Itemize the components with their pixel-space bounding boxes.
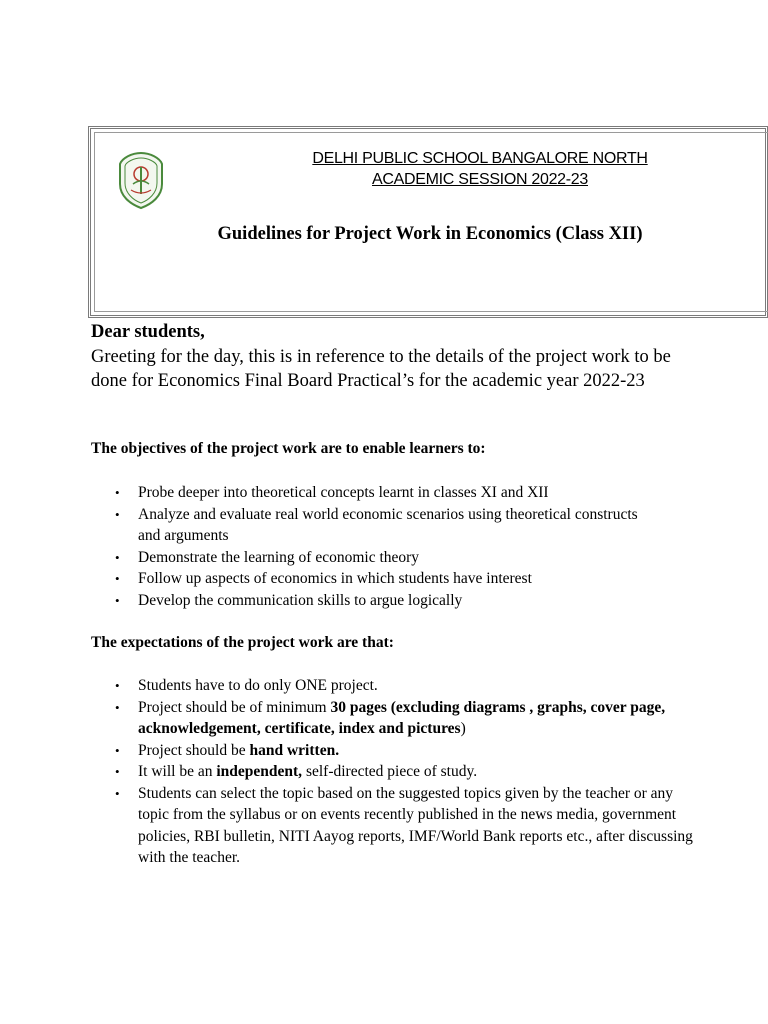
bullet-icon: • [115, 742, 120, 758]
bullet-icon: • [115, 592, 120, 608]
salutation: Dear students, [91, 322, 205, 342]
bullet-icon: • [115, 571, 120, 586]
list-item: • It will be an independent, self-directed piece of study. [115, 761, 695, 783]
intro-paragraph: Greeting for the day, this is in reference to the details of the project work to be done for Economics Final Board Practical’s for the academic year 2022-23 [91, 347, 671, 391]
list-item: • Demonstrate the learning of economic theory [115, 547, 660, 569]
list-item: • Students have to do only ONE project. [115, 675, 695, 697]
list-item: • Probe deeper into theoretical concepts learnt in classes XI and XII [115, 482, 660, 504]
expectations-list [115, 675, 695, 869]
list-item: • Project should be of minimum 30 pages (excluding diagrams , graphs, cover page, acknowledgement, certificate, index and pictures) [115, 698, 666, 737]
expectations-heading: The expectations of the project work are that: [91, 634, 394, 651]
bullet-icon: • [115, 678, 120, 693]
bullet-icon: • [115, 764, 120, 779]
bullet-icon: • [115, 506, 120, 522]
bullet-icon: • [115, 485, 120, 500]
list-item: • Develop the communication skills to argue logically [115, 590, 660, 612]
bullet-icon: • [115, 785, 120, 801]
list-item: • Students can select the topic based on the suggested topics given by the teacher or any topic from the syllabus or on events recently published in the news media, government policies, RBI bulletin, NITI Aayog reports, IMF/World Bank reports etc., after discussing with the teacher. [115, 784, 693, 866]
academic-session: ACADEMIC SESSION 2022-23 [372, 171, 588, 188]
list-item: • Follow up aspects of economics in which students have interest [115, 568, 660, 590]
bullet-icon: • [115, 549, 120, 565]
list-item: • Analyze and evaluate real world economic scenarios using theoretical constructs and arguments [115, 505, 638, 544]
bullet-icon: • [115, 699, 120, 715]
list-item: • Project should be hand written. [115, 740, 695, 762]
objectives-list [115, 482, 660, 611]
school-name: DELHI PUBLIC SCHOOL BANGALORE NORTH [312, 150, 648, 167]
school-logo-icon [116, 150, 166, 210]
objectives-heading: The objectives of the project work are to enable learners to: [91, 440, 486, 457]
page-title: Guidelines for Project Work in Economics (Class XII) [217, 224, 643, 244]
